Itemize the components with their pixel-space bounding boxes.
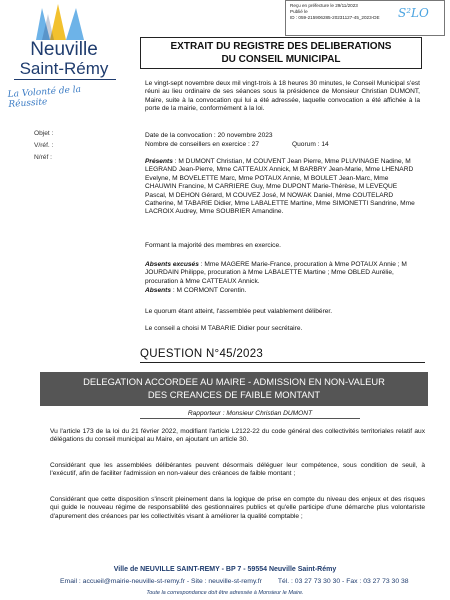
logo-divider [14,79,116,80]
deliberation-title-banner [40,372,428,406]
footer-note: Toute la correspondance doit être adressée à Monsieur le Maire. [146,590,304,596]
logo-name-line2: Saint-Rémy [19,59,109,78]
logo-emblem [28,2,98,42]
stamp-published: Publié le [290,9,308,14]
footer-address: Ville de NEUVILLE SAINT-REMY - BP 7 - 59554 Neuville Saint-Rémy [113,566,337,573]
excused-names: : Mme MAGERE Marie-France, procuration à Mme POTAUX Annie ; M JOURDAIN Philippe, procuration à Mme LABALETTE Martine ; Mme OBLED Aurélie, procuration à Mme CATTEAUX Annick. [145,261,407,285]
s2lo-logo: S²LO [398,6,429,20]
stamp-id: ID : 059-215906285-20231127-45_2023-DE [290,15,380,20]
convocation-date: Date de la convocation : 20 novembre 2023 [145,132,273,139]
side-label-nref: N/réf : [34,154,52,161]
absent-list [145,287,420,295]
absent-names: : M CORMONT Corentin. [171,287,247,294]
question-number: QUESTION N°45/2023 [140,348,425,363]
quorum: Quorum : 14 [292,141,329,148]
banner-line1: DELEGATION ACCORDEE AU MAIRE - ADMISSION EN NON-VALEUR [83,376,385,387]
quorum-reached: Le quorum étant atteint, l'assemblée peut valablement délibérer. [145,308,333,315]
logo-name: Neuville [30,39,98,60]
side-label-vref: V/réf. : [34,142,54,149]
paragraph-considerant-1: Considérant que les assemblées délibérantes peuvent désormais déléguer leur compétence, sous condition de seuil, à l'exécutif, afin de faciliter l'admission en non-valeur des créances de faible montant ; [50,462,425,478]
rapporteur: Rapporteur : Monsieur Christian DUMONT [140,410,360,419]
title-line1: EXTRAIT DU REGISTRE DES DELIBERATIONS [170,41,392,52]
present-list [145,158,420,217]
paragraph-vu: Vu l'article 173 de la loi du 21 février 2022, modifiant l'article L2122-22 du code général des collectivités territoriales relatif aux délégations du conseil municipal au Maire, en ajoutant un article 30. [50,428,425,444]
logo-slogan: La Volonté de la Réussite [7,84,82,110]
footer-contact [60,578,440,585]
councillors-count: Nombre de conseillers en exercice : 27 [145,141,259,148]
footer-email: Email : accueil@mairie-neuville-st-remy.fr - Site : neuville-st-remy.fr [60,578,262,585]
banner-line2: DES CREANCES DE FAIBLE MONTANT [147,389,321,400]
present-names: : M DUMONT Christian, M COUVENT Jean Pierre, Mme PLUVINAGE Nadine, M LEGRAND Jean-Pierre, Mme CATTEAUX Annick, M BARBRY Jean-Marie, Mme LHENARD Evelyne, M BOVELETTE Marc, Mme POTAUX Annie, M BOULET Jean-Marc, Mme CHAUWIN Francine, M CARRIERE Guy, Mme DUPONT Marie-Thérèse, M LEVEQUE Pascal, M DEHON Gérard, M COUVEZ José, M NOWAK Daniel, Mme COUTELARD Catherine, M TABARIE Didier, Mme LABALETTE Martine, Mme SIMONETTI Sandrine, Mme LACROIX Audrey, Mme SOUBRIER Amandine. [145,158,415,216]
side-label-objet: Objet : [34,130,54,137]
document-title [140,37,422,69]
intro-paragraph: Le vingt-sept novembre deux mil vingt-trois à 18 heures 30 minutes, le Conseil Municipal s'est réuni au lieu ordinaire de ses séances sous la présidence de Monsieur Christian DUMONT, Maire, suite à la convocation qui lui a été adressée, laquelle convocation a été affichée à la porte de la mairie, conformément à la loi. [145,80,420,113]
excused-list [145,261,420,286]
footer-phone: Tél. : 03 27 73 30 30 - Fax : 03 27 73 30 38 [277,578,409,585]
paragraph-considerant-2: Considérant que cette disposition s'inscrit pleinement dans la logique de prise en compte du niveau des enjeux et des risques qui guide le nouveau régime de responsabilité des gestionnaires publics et qu'elle participe d'une démarche plus volontariste d'apurement des créances par les collectivités visant à améliorer la qualité comptable ; [50,496,425,520]
excused-label: Absents excusés [145,261,199,268]
stamp-received: Reçu en préfecture le 29/11/2023 [290,3,358,8]
title-line2: DU CONSEIL MUNICIPAL [221,54,341,65]
present-label: Présents [145,158,173,165]
majority-statement: Formant la majorité des membres en exercice. [145,242,281,249]
absent-label: Absents [145,287,172,294]
secretary: Le conseil a choisi M TABARIE Didier pour secrétaire. [145,325,303,332]
